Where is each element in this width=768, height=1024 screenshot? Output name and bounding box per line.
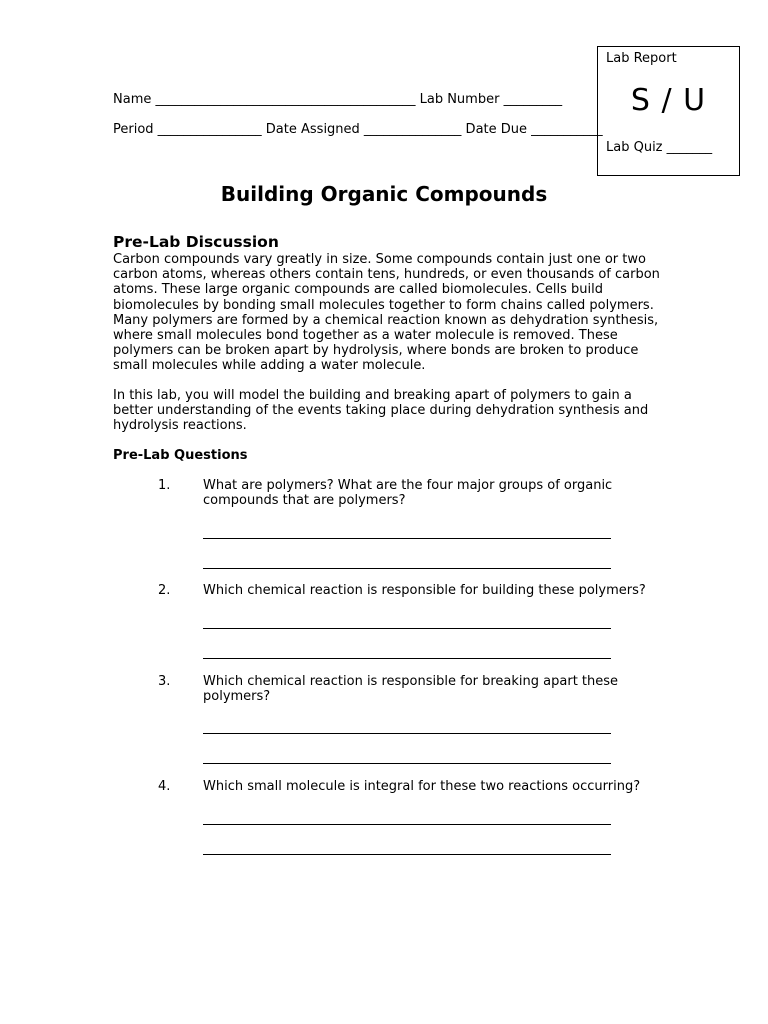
- answer-line[interactable]: [203, 628, 611, 629]
- answer-line[interactable]: [203, 824, 611, 825]
- paragraph-line: better understanding of the events taking place during dehydration synthesis and: [113, 403, 649, 419]
- answer-line[interactable]: [203, 763, 611, 764]
- question-line: compounds that are polymers?: [203, 493, 406, 509]
- question-text: [203, 674, 618, 704]
- lab-report-label: Lab Report: [606, 51, 677, 66]
- paragraph-line: biomolecules by bonding small molecules together to form chains called polymers.: [113, 297, 654, 313]
- answer-line[interactable]: [203, 538, 611, 539]
- question-text: [203, 583, 646, 598]
- lab-quiz-label: Lab Quiz _______: [606, 140, 713, 155]
- paragraph-line: In this lab, you will model the building and breaking apart of polymers to gain a: [113, 388, 632, 403]
- discussion-paragraph-2: [113, 388, 653, 434]
- answer-line[interactable]: [203, 854, 611, 855]
- discussion-paragraph-1: [113, 252, 660, 374]
- answer-line[interactable]: [203, 658, 611, 659]
- prelab-questions-heading: Pre-Lab Questions: [113, 448, 248, 463]
- period-dates-line: Period ________________ Date Assigned _______________ Date Due ___________: [113, 122, 603, 137]
- paragraph-line: Carbon compounds vary greatly in size. Some compounds contain just one or two: [113, 252, 646, 267]
- question-text: [203, 779, 640, 794]
- answer-line[interactable]: [203, 568, 611, 569]
- grade-su: S / U: [630, 83, 707, 118]
- question-number: 2.: [158, 583, 171, 598]
- question-line: polymers?: [203, 689, 271, 705]
- paragraph-line: carbon atoms, whereas others contain tens, hundreds, or even thousands of carbon: [113, 267, 660, 283]
- grade-box: [597, 46, 740, 176]
- question-line: Which small molecule is integral for these two reactions occurring?: [203, 779, 641, 794]
- paragraph-line: Many polymers are formed by a chemical reaction known as dehydration synthesis,: [113, 312, 659, 328]
- paragraph-line: hydrolysis reactions.: [113, 418, 247, 434]
- question-line: Which chemical reaction is responsible for building these polymers?: [203, 583, 646, 598]
- question-number: 4.: [158, 779, 171, 794]
- question-line: What are polymers? What are the four major groups of organic: [203, 478, 613, 493]
- paragraph-line: small molecules while adding a water molecule.: [113, 358, 426, 374]
- question-text: [203, 478, 612, 508]
- prelab-discussion-heading: Pre-Lab Discussion: [113, 233, 279, 251]
- answer-line[interactable]: [203, 733, 611, 734]
- paragraph-line: polymers can be broken apart by hydrolysis, where bonds are broken to produce: [113, 343, 639, 359]
- question-number: 3.: [158, 674, 171, 689]
- page-title: Building Organic Compounds: [220, 182, 548, 206]
- question-number: 1.: [158, 478, 171, 493]
- name-lab-number-line: Name ________________________________________ Lab Number _________: [113, 92, 563, 107]
- paragraph-line: where small molecules bond together as a water molecule is removed. These: [113, 328, 618, 344]
- question-line: Which chemical reaction is responsible for breaking apart these: [203, 674, 619, 689]
- paragraph-line: atoms. These large organic compounds are called biomolecules. Cells build: [113, 282, 604, 298]
